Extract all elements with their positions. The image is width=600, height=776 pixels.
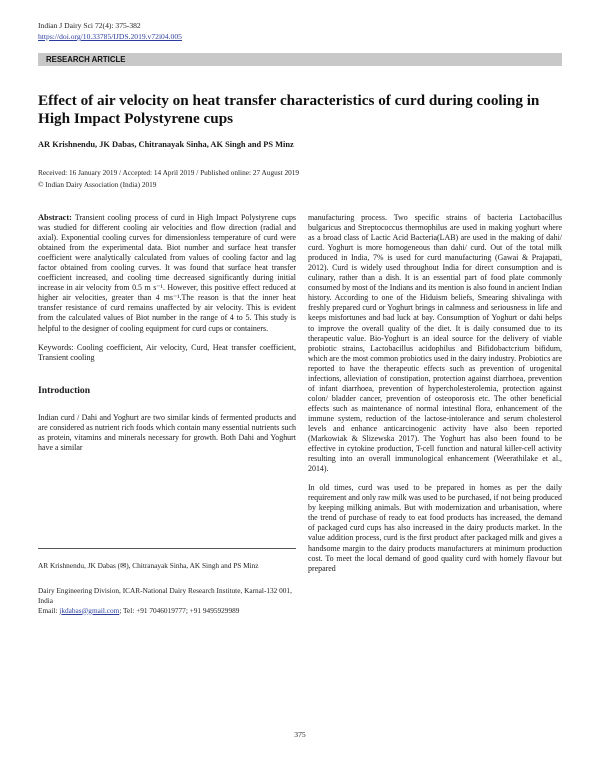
introduction-heading: Introduction bbox=[38, 384, 91, 396]
article-title: Effect of air velocity on heat transfer characteristics of curd during cooling in High Impact Polystyrene cups bbox=[38, 92, 540, 127]
correspondence-affiliation bbox=[38, 586, 296, 615]
doi-link[interactable]: https://doi.org/10.33785/IJDS.2019.v72i04.005 bbox=[38, 32, 182, 41]
page-number: 375 bbox=[294, 730, 306, 739]
contact-line bbox=[38, 606, 296, 616]
abstract-label: Abstract: bbox=[38, 213, 72, 222]
left-column bbox=[38, 213, 296, 453]
abstract-text: Transient cooling process of curd in High Impact Polystyrene cups was studied for different cooling air velocities and flow direction (radial and axial). Exponential cooling curves for dimensionless temperature of curd were obtained from the experimental data. Biot number and surface heat transfer coefficient were analytically calculated from values of cooling factor and lag factor obtained from cooling curves. It was found that surface heat transfer coefficient increased, and cooling time decreased significantly during initial increase in air velocity from 0.5 m s⁻¹. However, this positive effect reduced at higher air velocities, greater than 4 ms⁻¹.The reason is that the inner heat transfer resistance of curd remains unaffected by air velocity. This is evident from the calculated values of Biot number in the range of 4 to 5. This study is helpful to the designer of cooling equipment for curd cups or containers. bbox=[38, 213, 297, 333]
introduction-paragraph: Indian curd / Dahi and Yoghurt are two similar kinds of fermented products and are considered as nutrient rich foods which contain many essential nutrients such as protein, vitamins and minerals necessary for growth. Both Dahi and Yoghurt have a similar bbox=[38, 412, 296, 453]
phone-numbers: ; Tel: +91 7046019777; +91 9495929989 bbox=[119, 605, 240, 615]
email-label: Email: bbox=[38, 605, 58, 615]
email-link[interactable]: jkdabas@gmail.com bbox=[59, 605, 120, 615]
keywords: Keywords: Cooling coefficient, Air velocity, Curd, Heat transfer coefficient, Transient cooling bbox=[38, 342, 296, 362]
journal-reference: Indian J Dairy Sci 72(4): 375-382 bbox=[38, 21, 141, 30]
author-list: AR Krishnendu, JK Dabas, Chitranayak Sinha, AK Singh and PS Minz bbox=[38, 140, 294, 149]
publication-dates: Received: 16 January 2019 / Accepted: 14 April 2019 / Published online: 27 August 2019 bbox=[38, 168, 300, 177]
abstract bbox=[38, 213, 296, 334]
footnote-rule bbox=[38, 548, 296, 549]
body-paragraph: manufacturing process. Two specific strains of bacteria Lactobacillus bulgaricus and Streptococcus thermophilus are used in making yoghurt where as a broad class of Lactic Acid Bacteria(LAB) are used in the making of dahi/ curd. Yoghurt is more homogeneous than dahi/ curd. Out of the total milk produced in India, 7% is used for curd manufacturing (Gawai & Prajapati, 2012). Curd is widely used throughout India for direct consumption and is culinary, rather than a dish. It is an essential part of food plate commonly consumed by most of the Indians and its mention is also found in ancient Indian history. According to one of the Hiduism beliefs, Smearing shivalinga with freshly prepared curd or Yoghurt brings in calmness and seriousness in life and keeps misfortunes and bad luck at bay. Consumption of Yoghurt or dahi helps to improve the overall quality of the diet. It is daily consumed due to its therapeutic value. Bio-Yoghurt is an ideal source for the delivery of viable probiotic strains, Lactobacillus acidophilus and Bifidobactcrium bifidum, which are the most common probiotics used in the dairy industry. Probiotics are reported to have the therapeutic effects such as prevention of urogenital infections, alleviation of constipation, protection against diarrhoea, prevention of infant diarrhoea, prevention of hypercholesterolemia, protection against colon/ bladder cancer, prevention of osteoporosis etc. The other beneficial effects such as maintenance of normal intestinal flora, enhancement of the immune system, reduction of the lactose-intolerance and serum cholesterol levels and enhance anticarcinogenic activity have also been reported (Markowiak & Slizewska 2017). The Yoghurt has also been found to be effective in cytokine production, T-cell function and natural killer-cell activity resulting into an overall immunological enhancement (Weerathilake et al., 2014). bbox=[308, 213, 562, 474]
correspondence-authors: AR Krishnendu, JK Dabas (✉), Chitranayak Sinha, AK Singh and PS Minz bbox=[38, 561, 259, 570]
copyright-notice: © Indian Dairy Association (India) 2019 bbox=[38, 180, 157, 189]
right-column bbox=[308, 213, 562, 574]
section-tag: RESEARCH ARTICLE bbox=[38, 53, 562, 66]
body-paragraph: In old times, curd was used to be prepared in homes as per the daily requirement and only raw milk was used to be purchased, if not being produced by keeping milking animals. But with modernization and urbanisation, where the trend of purchase of ready to eat food products has increased, the demand of packaged curd cups has also increased in the dairy products market. In the value addition process, curd is the first product after packaged milk and gives a handsome margin to the dairy products manufacturers at minimum production cost. To meet the local demand of good quality curd with homely flavour but prepared bbox=[308, 483, 562, 573]
affiliation-text: Dairy Engineering Division, ICAR-National Dairy Research Institute, Karnal-132 001, India bbox=[38, 586, 292, 605]
